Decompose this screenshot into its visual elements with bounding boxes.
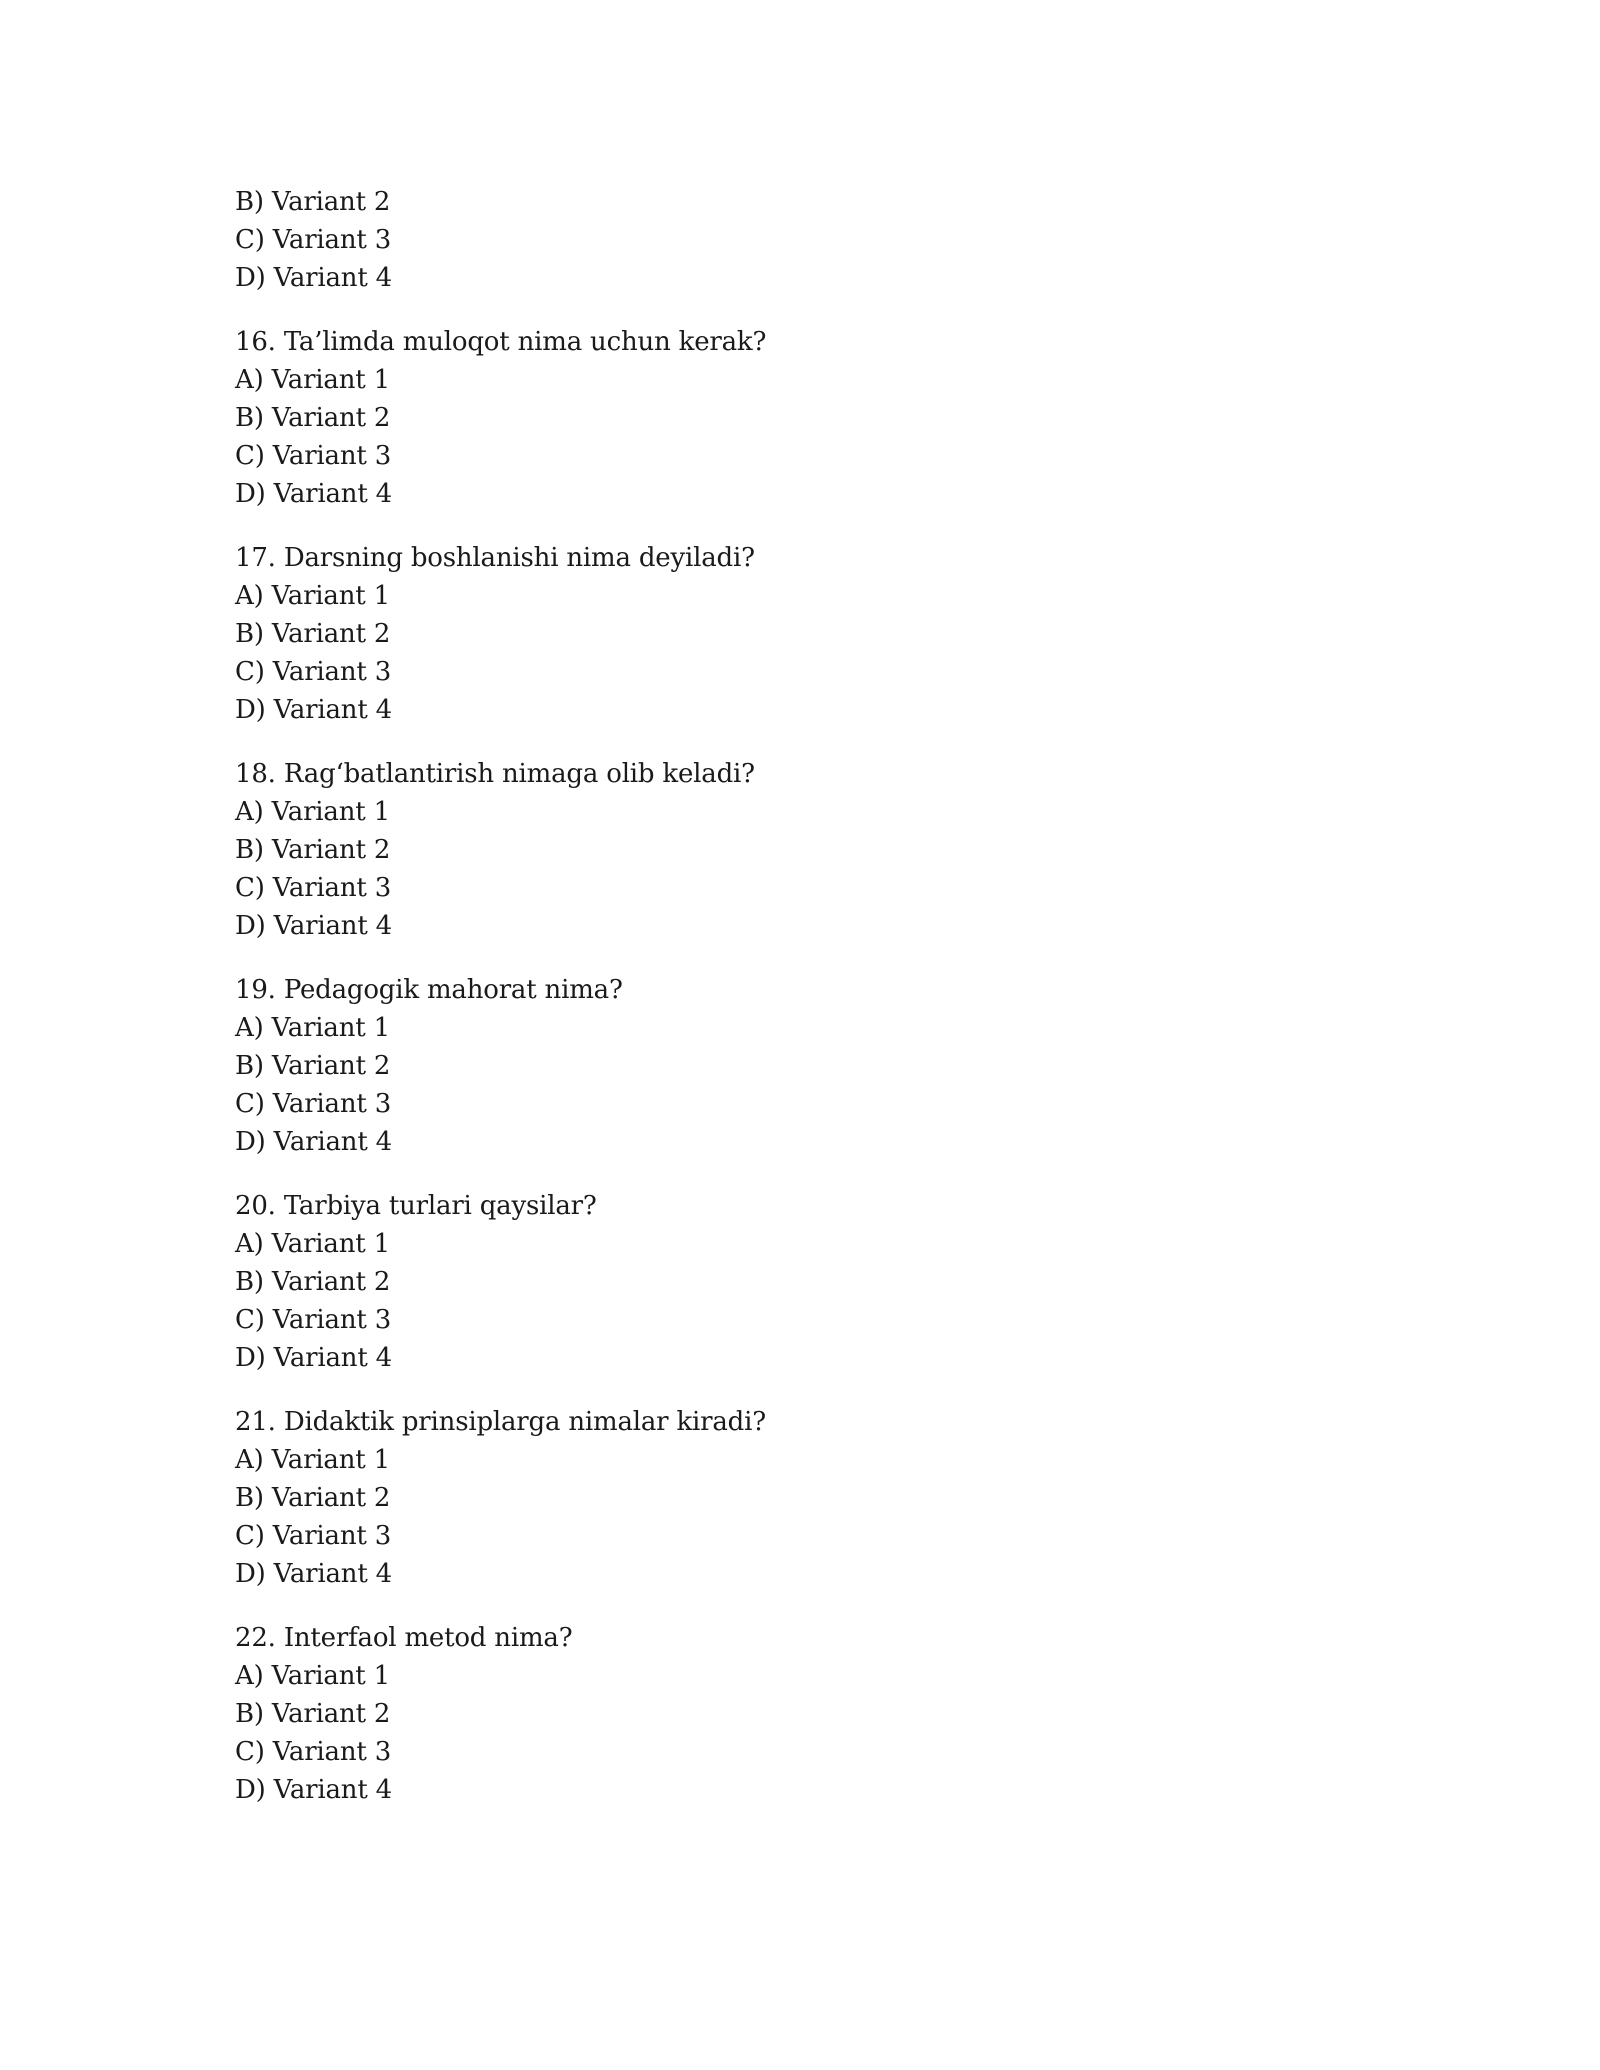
option-d: D) Variant 4 (235, 263, 392, 293)
option-b: B) Variant 2 (235, 1267, 391, 1297)
question-block-19 (235, 971, 1335, 1161)
option-b: B) Variant 2 (235, 1699, 391, 1729)
question-block-16 (235, 323, 1335, 513)
option-d: D) Variant 4 (235, 1127, 392, 1157)
option-b: B) Variant 2 (235, 1051, 391, 1081)
option-a: A) Variant 1 (235, 1013, 390, 1043)
option-b: B) Variant 2 (235, 187, 391, 217)
option-b: B) Variant 2 (235, 403, 391, 433)
question-text: 20. Tarbiya turlari qaysilar? (235, 1191, 597, 1221)
option-c: C) Variant 3 (235, 1089, 392, 1119)
option-d: D) Variant 4 (235, 911, 392, 941)
question-text: 16. Ta’limda muloqot nima uchun kerak? (235, 327, 767, 357)
option-d: D) Variant 4 (235, 1559, 392, 1589)
option-b: B) Variant 2 (235, 1483, 391, 1513)
option-a: A) Variant 1 (235, 797, 390, 827)
question-block-17 (235, 539, 1335, 729)
document-content (235, 183, 1335, 1835)
option-b: B) Variant 2 (235, 619, 391, 649)
option-c: C) Variant 3 (235, 441, 392, 471)
question-text: 18. Rag‘batlantirish nimaga olib keladi? (235, 759, 755, 789)
question-text: 19. Pedagogik mahorat nima? (235, 975, 623, 1005)
option-c: C) Variant 3 (235, 225, 392, 255)
option-c: C) Variant 3 (235, 657, 392, 687)
option-b: B) Variant 2 (235, 835, 391, 865)
question-block-20 (235, 1187, 1335, 1377)
option-d: D) Variant 4 (235, 1343, 392, 1373)
option-a: A) Variant 1 (235, 581, 390, 611)
option-a: A) Variant 1 (235, 1661, 390, 1691)
option-c: C) Variant 3 (235, 1305, 392, 1335)
option-c: C) Variant 3 (235, 1521, 392, 1551)
option-a: A) Variant 1 (235, 365, 390, 395)
option-c: C) Variant 3 (235, 873, 392, 903)
option-a: A) Variant 1 (235, 1229, 390, 1259)
question-block-22 (235, 1619, 1335, 1809)
option-d: D) Variant 4 (235, 479, 392, 509)
option-c: C) Variant 3 (235, 1737, 392, 1767)
question-text: 17. Darsning boshlanishi nima deyiladi? (235, 543, 755, 573)
question-text: 22. Interfaol metod nima? (235, 1623, 573, 1653)
option-a: A) Variant 1 (235, 1445, 390, 1475)
option-d: D) Variant 4 (235, 1775, 392, 1805)
question-text: 21. Didaktik prinsiplarga nimalar kiradi? (235, 1407, 766, 1437)
question-block-18 (235, 755, 1335, 945)
continuation-block (235, 183, 1335, 297)
option-d: D) Variant 4 (235, 695, 392, 725)
question-block-21 (235, 1403, 1335, 1593)
